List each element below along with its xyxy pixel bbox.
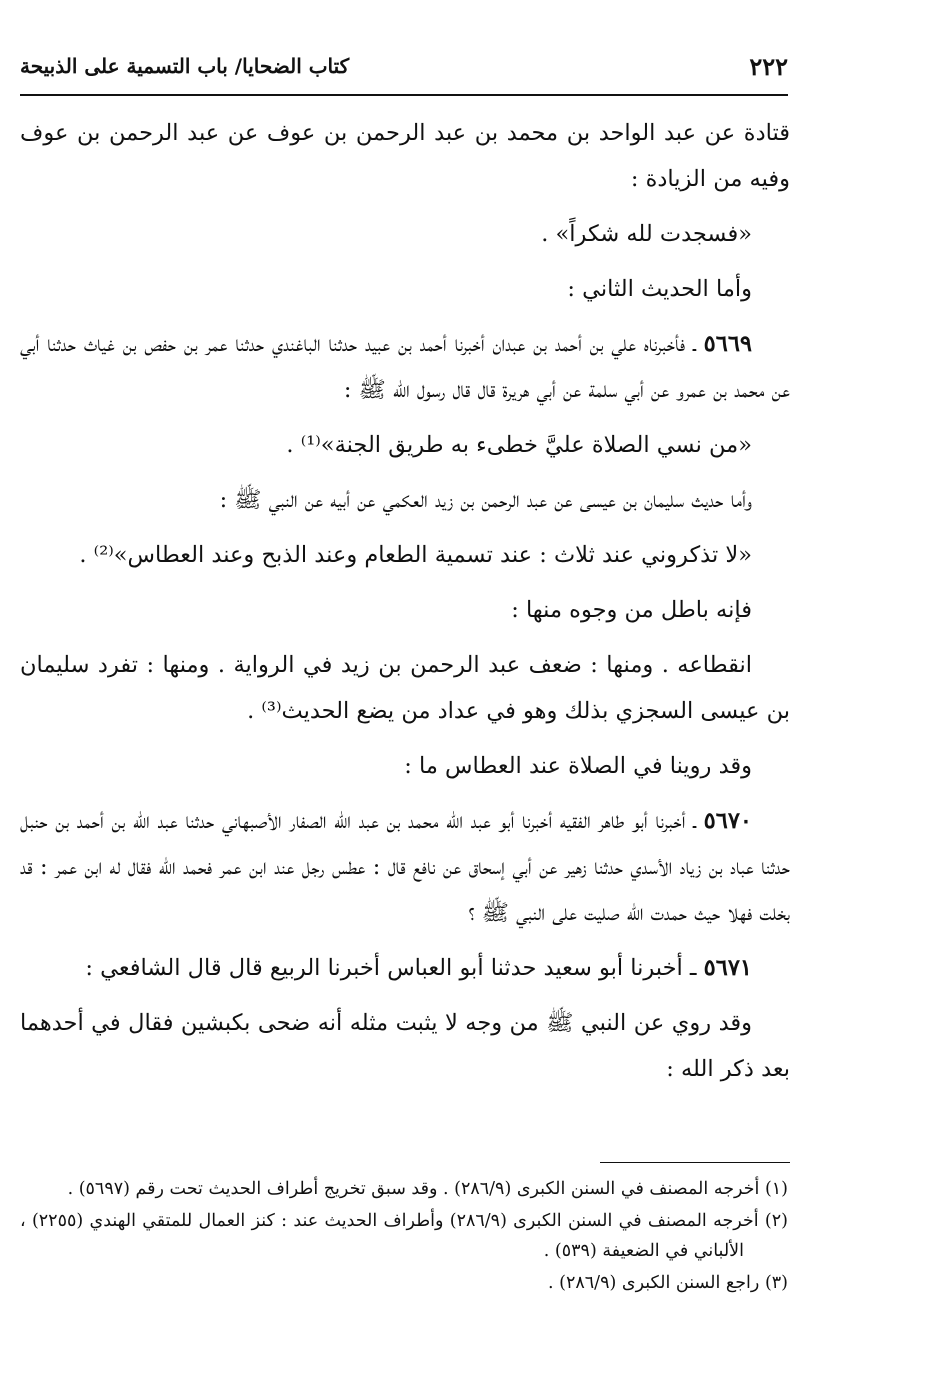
paragraph-text: فإنه باطل من وجوه منها : bbox=[511, 597, 752, 623]
paragraph bbox=[20, 266, 790, 312]
paragraph-text: فأخبرناه علي بن أحمد بن عبدان أخبرنا أحمد بن عبيد حدثنا الباغندي حدثنا عمر بن حفص بن غياث حدثنا أبي عن محمد بن عمرو عن أبي سلمة عن أبي هريرة قال قال رسول الله ﷺ : bbox=[20, 331, 790, 403]
footnote-rule bbox=[600, 1162, 790, 1163]
paragraph bbox=[20, 587, 790, 633]
paragraph-text: قتادة عن عبد الواحد بن محمد بن عبد الرحمن بن عوف عن عبد الرحمن بن عوف وفيه من الزيادة : bbox=[20, 120, 790, 192]
paragraph bbox=[20, 477, 790, 523]
header-rule bbox=[20, 94, 788, 96]
hadith-paragraph: ٥٦٧١ ـ أخبرنا أبو سعيد حدثنا أبو العباس أخبرنا الربيع قال قال الشافعي : bbox=[85, 955, 752, 981]
paragraph-text: وقد روينا في الصلاة عند العطاس ما : bbox=[404, 753, 752, 779]
footnote-marker: (٢) bbox=[764, 1211, 788, 1231]
paragraph bbox=[20, 1000, 790, 1092]
paragraph bbox=[20, 532, 790, 578]
paragraph-text: انقطاعه . ومنها : ضعف عبد الرحمن بن زيد في الرواية . ومنها : تفرد سليمان بن عيسى السجزي بذلك وهو في عداد من يضع الحديث⁽³⁾ . bbox=[20, 652, 790, 724]
footnote-marker: (١) bbox=[764, 1179, 788, 1199]
footnote-text: راجع السنن الكبرى (٢٨٦/٩) . bbox=[548, 1273, 760, 1293]
footnote-marker: (٣) bbox=[764, 1273, 788, 1293]
footnote bbox=[20, 1174, 788, 1204]
page-number: ٢٢٢ bbox=[749, 52, 788, 81]
paragraph-text: «من نسي الصلاة عليَّ خطىء به طريق الجنة»⁽¹⁾ . bbox=[286, 432, 752, 458]
paragraph bbox=[20, 211, 790, 257]
paragraph bbox=[20, 422, 790, 468]
hadith-number: ٥٦٧١ bbox=[703, 955, 752, 981]
hadith-paragraph: ٥٦٧٠ ـ أخبرنا أبو طاهر الفقيه أخبرنا أبو عبد الله محمد بن عبد الله الصفار الأصبهاني حدثنا عبد الله بن أحمد بن حنبل حدثنا عباد بن زياد الأسدي حدثنا زهير عن أبي إسحاق عن نافع قال : عطس رجل عند ابن عمر فحمد الله فقال له ابن عمر : قد بخلت فهلا حيث حمدت الله صليت على النبي ﷺ ؟ bbox=[20, 808, 790, 926]
paragraph-text: «لا تذكروني عند ثلاث : عند تسمية الطعام وعند الذبح وعند العطاس»⁽²⁾ . bbox=[79, 542, 752, 568]
paragraph-text: وقد روي عن النبي ﷺ من وجه لا يثبت مثله أنه ضحى بكبشين فقال في أحدهما بعد ذكر الله : bbox=[20, 1010, 790, 1082]
running-title: كتاب الضحايا/ باب التسمية على الذبيحة bbox=[20, 54, 350, 78]
main-text bbox=[20, 110, 790, 1101]
footnote bbox=[20, 1206, 788, 1266]
paragraph bbox=[20, 110, 790, 202]
paragraph-text: «فسجدت لله شكراً» . bbox=[541, 221, 752, 247]
paragraph bbox=[20, 743, 790, 789]
footnotes bbox=[20, 1174, 788, 1300]
hadith-number: ٥٦٦٩ bbox=[703, 331, 752, 357]
footnote bbox=[20, 1268, 788, 1298]
paragraph bbox=[20, 642, 790, 734]
paragraph-text: أخبرنا أبو سعيد حدثنا أبو العباس أخبرنا الربيع قال قال الشافعي : bbox=[85, 955, 683, 981]
paragraph-text: وأما الحديث الثاني : bbox=[567, 276, 752, 302]
footnote-text: أخرجه المصنف في السنن الكبرى (٢٨٦/٩) وأطراف الحديث عند : كنز العمال للمتقي الهندي (٢٢٥٥) ، الألباني في الضعيفة (٥٣٩) . bbox=[20, 1211, 759, 1261]
page-header bbox=[20, 44, 788, 92]
paragraph-text: أخبرنا أبو طاهر الفقيه أخبرنا أبو عبد الله محمد بن عبد الله الصفار الأصبهاني حدثنا عبد الله بن أحمد بن حنبل حدثنا عباد بن زياد الأسدي حدثنا زهير عن أبي إسحاق عن نافع قال : عطس رجل عند ابن عمر فحمد الله فقال له ابن عمر : قد بخلت فهلا حيث حمدت الله صليت على النبي ﷺ ؟ bbox=[20, 808, 790, 926]
footnote-text: أخرجه المصنف في السنن الكبرى (٢٨٦/٩) . وقد سبق تخريج أطراف الحديث تحت رقم (٥٦٩٧) . bbox=[67, 1179, 760, 1199]
hadith-paragraph: ٥٦٦٩ ـ فأخبرناه علي بن أحمد بن عبدان أخبرنا أحمد بن عبيد حدثنا الباغندي حدثنا عمر بن حفص بن غياث حدثنا أبي عن محمد بن عمرو عن أبي سلمة عن أبي هريرة قال قال رسول الله ﷺ : bbox=[20, 331, 790, 403]
hadith-number: ٥٦٧٠ bbox=[703, 808, 752, 834]
paragraph-text: وأما حديث سليمان بن عيسى عن عبد الرحمن بن زيد العكمي عن أبيه عن النبي ﷺ : bbox=[219, 487, 752, 513]
